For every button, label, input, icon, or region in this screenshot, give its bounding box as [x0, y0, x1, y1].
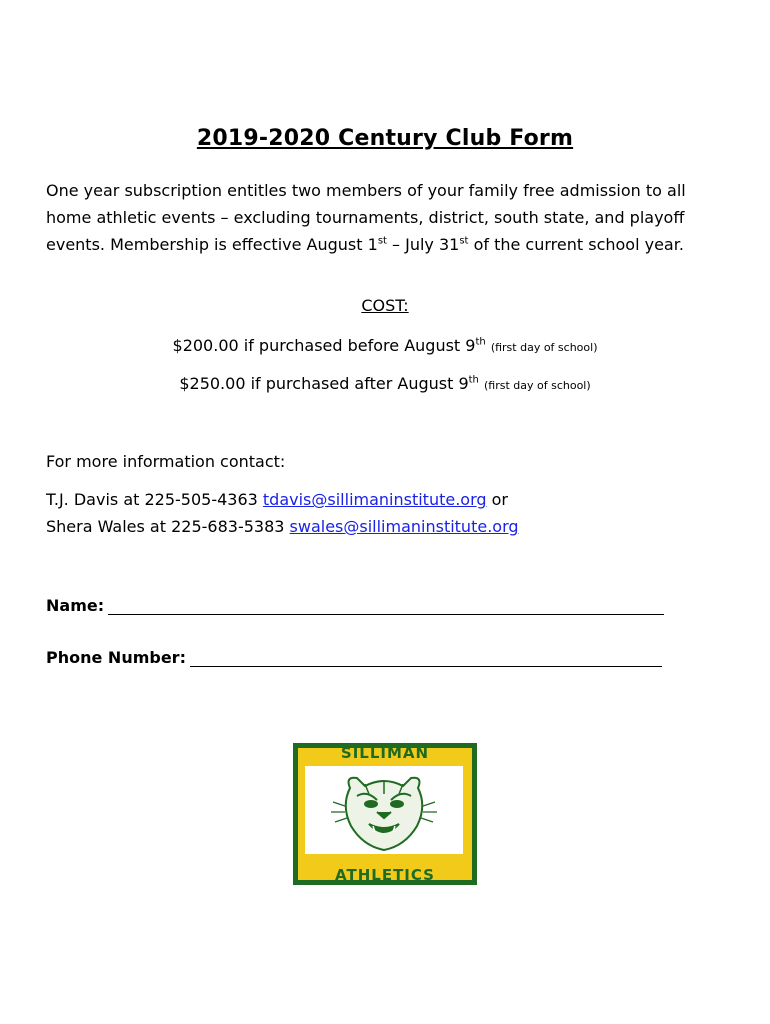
contact-line-wales — [46, 517, 519, 536]
contact-suffix: or — [486, 490, 508, 509]
silliman-athletics-logo — [293, 743, 477, 885]
intro-sup2: st — [459, 235, 469, 247]
contact-text: Shera Wales at 225-683-5383 — [46, 517, 290, 536]
intro-part2: – July 31 — [386, 235, 460, 254]
intro-sup1: st — [377, 235, 387, 247]
intro-paragraph — [46, 177, 726, 258]
intro-part3: of the current school year. — [468, 235, 684, 254]
intro-part1: One year subscription entitles two members of your family free admission to all home athletic events – excluding tournaments, district, south state, and playoff events. Membership is effective August 1 — [46, 181, 686, 254]
price-line-after — [0, 374, 770, 393]
contact-line-davis — [46, 490, 508, 509]
price-sup: th — [468, 374, 479, 386]
name-field-row — [46, 596, 664, 615]
cost-heading: COST: — [361, 296, 409, 315]
phone-label: Phone Number: — [46, 648, 186, 667]
price-sup: th — [475, 336, 486, 348]
price-line-before — [0, 336, 770, 355]
logo-bottom-text: ATHLETICS — [335, 866, 435, 884]
price-text: $250.00 if purchased after August 9 — [179, 374, 469, 393]
contact-heading: For more information contact: — [46, 452, 286, 471]
price-note: (first day of school) — [483, 379, 591, 392]
email-link-wales[interactable]: swales@sillimaninstitute.org — [289, 517, 519, 536]
phone-input-line[interactable] — [190, 648, 662, 667]
email-link-davis[interactable]: tdavis@sillimaninstitute.org — [262, 490, 487, 509]
logo-top-text: SILLIMAN — [340, 744, 430, 762]
price-note: (first day of school) — [490, 341, 598, 354]
name-label: Name: — [46, 596, 105, 615]
price-text: $200.00 if purchased before August 9 — [172, 336, 476, 355]
logo-gold-border — [298, 744, 472, 884]
wildcat-icon — [305, 766, 463, 854]
contact-text: T.J. Davis at 225-505-4363 — [46, 490, 263, 509]
logo-white-field — [305, 766, 463, 854]
name-input-line[interactable] — [108, 596, 664, 615]
form-title: 2019-2020 Century Club Form — [196, 126, 574, 151]
phone-field-row — [46, 648, 662, 667]
